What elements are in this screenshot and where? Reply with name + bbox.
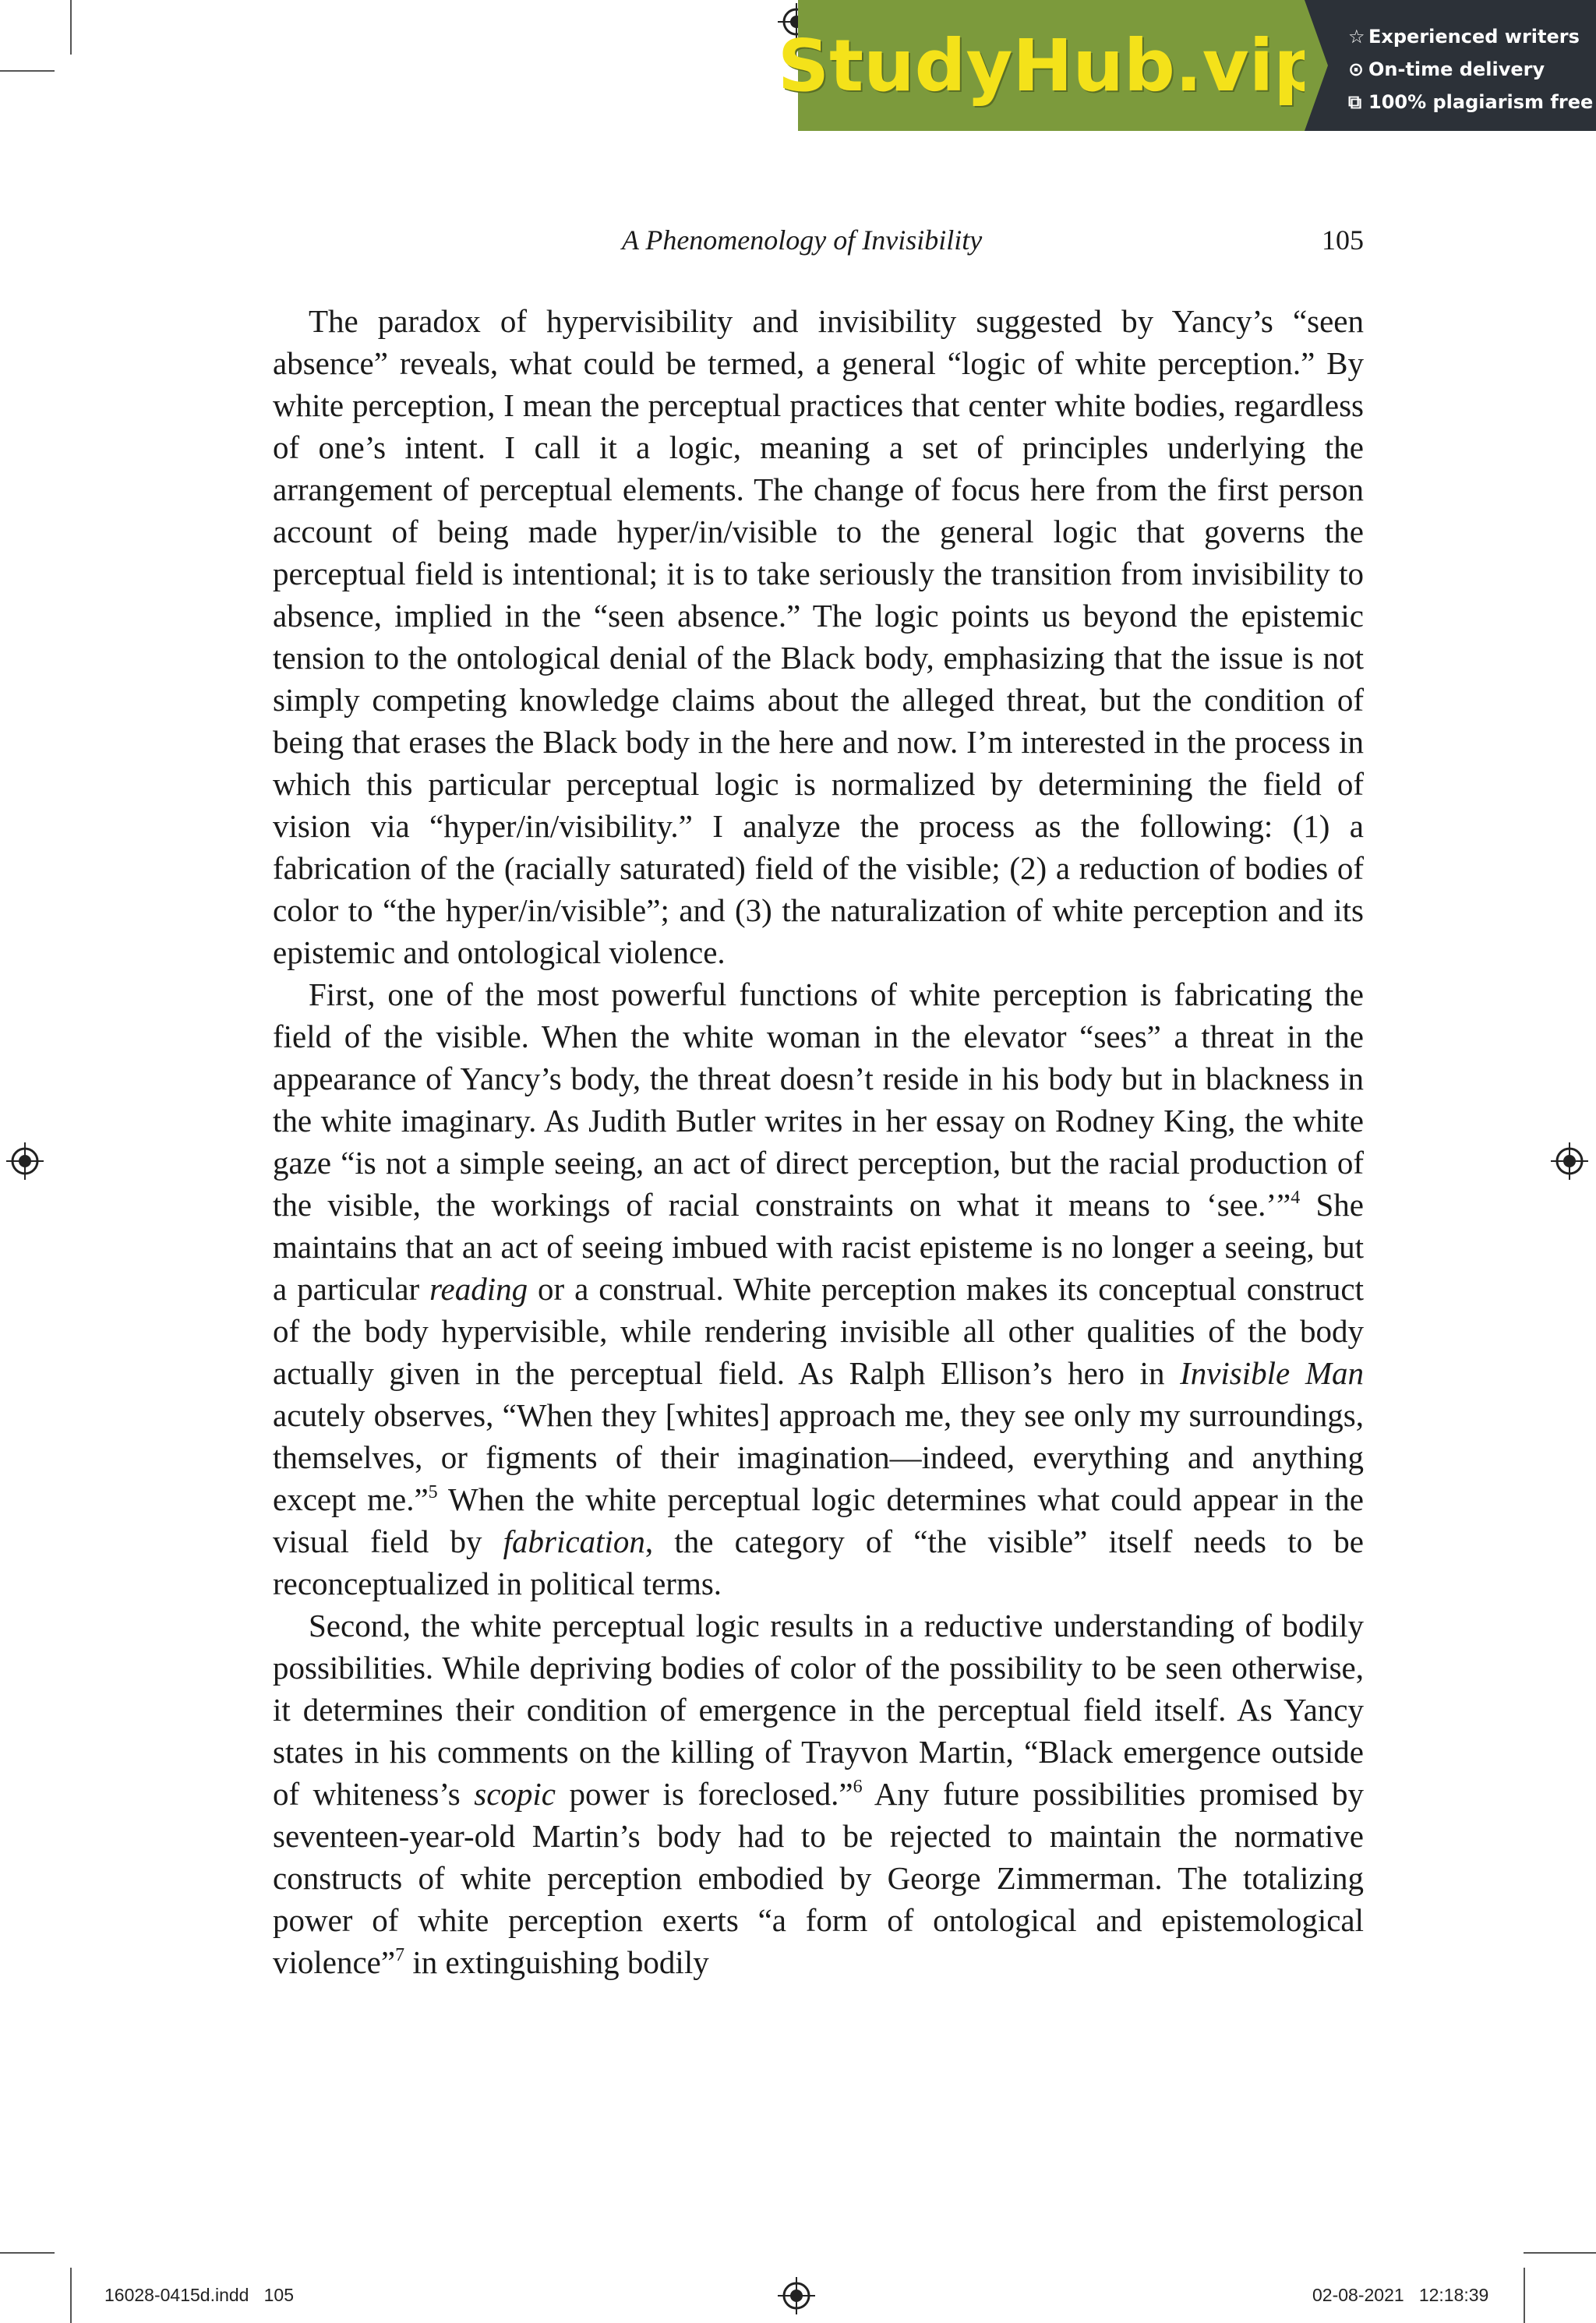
feature-item xyxy=(1348,86,1596,118)
feature-label: On-time delivery xyxy=(1368,58,1545,80)
footnote-ref[interactable]: 7 xyxy=(395,1945,405,1965)
text-run: power is foreclosed.” xyxy=(556,1776,853,1812)
text-run: Second, the white perceptual logic results in a reductive understanding of bodily possibilities. While depriving bodies of color of the possibility to be seen otherwise, it determines their condition of emergence in the perceptual field itself. As Yancy states in his comments on the killing of Trayvon Martin, “Black emergence outside of whiteness’s xyxy=(273,1608,1364,1812)
footnote-ref[interactable]: 6 xyxy=(853,1777,863,1797)
crop-mark xyxy=(1524,2252,1596,2254)
running-header xyxy=(273,224,1364,263)
features-panel xyxy=(1305,0,1596,131)
text-run: When the white perceptual logic determines what could appear in the visual field by xyxy=(273,1481,1364,1559)
crop-mark xyxy=(0,70,55,72)
star-icon: ☆ xyxy=(1348,26,1365,48)
emphasis: fabrication xyxy=(503,1523,645,1559)
brand-logo[interactable]: StudyHub.vip xyxy=(777,23,1326,108)
arrow-shape xyxy=(1305,0,1328,131)
slug-file: 16028-0415d.indd 105 xyxy=(104,2285,294,2305)
paragraph xyxy=(273,973,1364,1605)
text-run: , the category of “the visible” itself needs to be reconceptualized in political terms. xyxy=(273,1523,1364,1601)
running-title: A Phenomenology of Invisibility xyxy=(622,224,983,256)
registration-mark-icon xyxy=(6,1142,44,1180)
copy-icon: ⧉ xyxy=(1348,91,1362,113)
paragraph xyxy=(273,1605,1364,1983)
crop-mark xyxy=(0,2252,55,2254)
paragraph: The paradox of hypervisibility and invisibility suggested by Yancy’s “seen absence” reveals, what could be termed, a general “logic of white perception.” By white perception, I mean the perceptual practices that center white bodies, regardless of one’s intent. I call it a logic, meaning a set of principles underlying the arrangement of perceptual elements. The change of focus here from the first person account of being made hyper/in/visible to the general logic that governs the perceptual field is intentional; it is to take seriously the transition from invisibility to absence, implied in the “seen absence.” The logic points us beyond the epistemic tension to the ontological denial of the Black body, emphasizing that the issue is not simply competing knowledge claims about the alleged threat, but the condition of being that erases the Black body in the here and now. I’m interested in the process in which this particular perceptual logic is normalized by determining the field of vision via “hyper/in/visibility.” I analyze the process as the following: (1) a fabrication of the (racially saturated) field of the visible; (2) a reduction of bodies of color to “the hyper/in/visible”; and (3) the naturalization of white perception and its epistemic and ontological violence. xyxy=(273,303,1364,970)
text-run: in extinguishing bodily xyxy=(404,1944,709,1980)
footnote-ref[interactable]: 5 xyxy=(428,1482,438,1502)
page-number: 105 xyxy=(1322,224,1364,256)
text-run: She maintains that an act of seeing imbued with racist episteme is no longer a seeing, but a particular xyxy=(273,1187,1365,1307)
feature-label: Experienced writers xyxy=(1368,26,1580,48)
registration-mark-icon xyxy=(1551,1142,1588,1180)
crop-mark xyxy=(70,0,72,55)
clock-icon: ⊙ xyxy=(1348,58,1365,80)
brand-panel[interactable] xyxy=(777,0,1326,131)
body-text xyxy=(273,300,1364,1983)
text-run: Any future possibilities promised by seventeen-year-old Martin’s body had to be rejected to maintain the normative constructs of white perception embodied by George Zimmerman. The totalizing power of white perception exerts “a form of ontological and epistemological violence” xyxy=(273,1776,1364,1980)
book-title: Invisible Man xyxy=(1180,1355,1364,1391)
feature-item xyxy=(1348,20,1596,53)
emphasis: reading xyxy=(429,1271,528,1307)
ad-banner[interactable] xyxy=(777,0,1596,131)
crop-mark xyxy=(70,2268,72,2323)
text-run: or a construal. White perception makes its conceptual construct of the body hypervisible, while rendering invisible all other qualities of the body actually given in the perceptual field. As Ralph Ellison’s hero in xyxy=(273,1271,1364,1391)
text-run: acutely observes, “When they [whites] approach me, they see only my surroundings, themselves, or figments of their imagination—indeed, everything and anything except me.” xyxy=(273,1397,1364,1517)
feature-label: 100% plagiarism free xyxy=(1368,91,1594,113)
slug-timestamp: 02-08-2021 12:18:39 xyxy=(1312,2285,1489,2305)
crop-mark xyxy=(1524,2268,1525,2323)
footnote-ref[interactable]: 4 xyxy=(1291,1188,1301,1208)
registration-mark-icon xyxy=(778,2277,815,2314)
emphasis: scopic xyxy=(474,1776,556,1812)
feature-item xyxy=(1348,53,1596,86)
text-run: First, one of the most powerful functions of white perception is fabricating the field of the visible. When the white woman in the elevator “sees” a threat in the appearance of Yancy’s body, the threat doesn’t reside in his body but in blackness in the white imaginary. As Judith Butler writes in her essay on Rodney King, the white gaze “is not a simple seeing, an act of direct perception, but the racial production of the visible, the workings of racial constraints on what it means to ‘see.’” xyxy=(273,976,1364,1223)
